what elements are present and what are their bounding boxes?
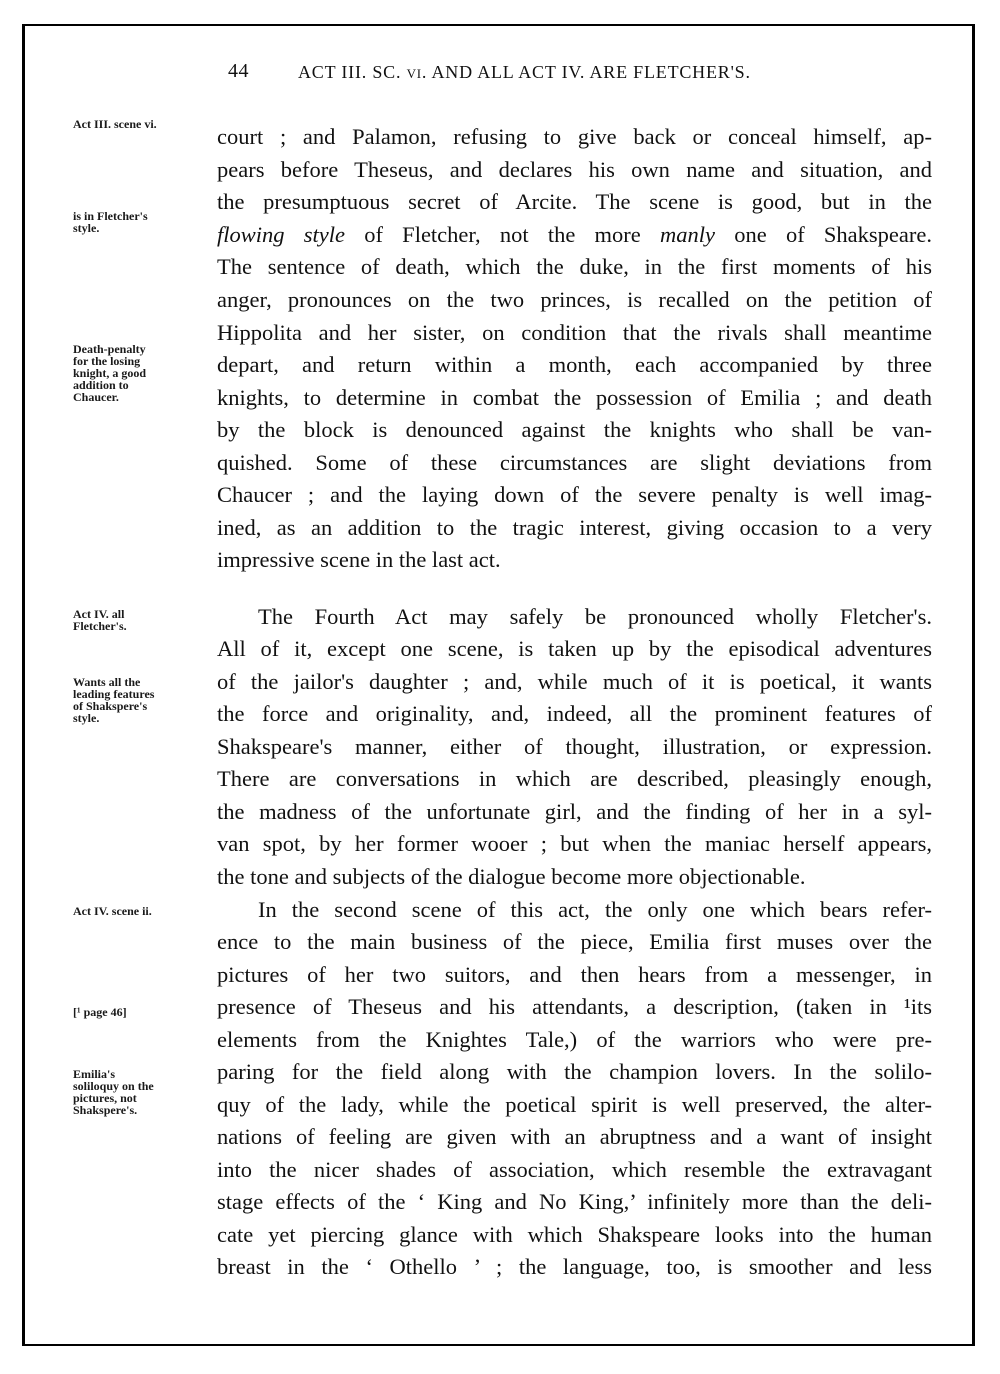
page-number: 44 [228, 60, 249, 82]
body-line: knights, to determine in combat the possession of Emilia ; and death [217, 385, 932, 410]
body-line: quy of the lady, while the poetical spirit is well preserved, the alter- [217, 1092, 932, 1117]
italic-phrase: flowing style [217, 222, 345, 247]
body-line: Hippolita and her sister, on condition that the rivals shall meantime [217, 320, 932, 345]
side-note-line: Chaucer. [73, 390, 119, 404]
side-note-line: soliloquy on the [73, 1079, 154, 1093]
body-line: by the block is denounced against the knights who shall be van- [217, 417, 932, 442]
side-note-line: Shakspere's. [73, 1103, 138, 1117]
text-run: of Fletcher, not the more [344, 222, 660, 247]
text-run: one of Shakspeare. [715, 222, 932, 247]
side-note-fletcher-style [73, 210, 213, 234]
body-line: into the nicer shades of association, which resemble the extravagant [217, 1157, 932, 1182]
side-note-line: knight, a good [73, 366, 147, 380]
body-line: the force and originality, and, indeed, all the prominent features of [217, 701, 932, 726]
body-line: depart, and return within a month, each accompanied by three [217, 352, 932, 377]
body-line [217, 220, 932, 250]
body-line: of the jailor's daughter ; and, while much of it is poetical, it wants [217, 669, 932, 694]
side-note-line: Act III. scene vi. [73, 117, 157, 131]
side-note-act4-scene2 [73, 905, 213, 917]
body-line: The sentence of death, which the duke, in the first moments of his [217, 254, 932, 279]
side-note-line: Emilia's [73, 1067, 116, 1081]
side-note-death-penalty [73, 343, 213, 403]
side-note-emilia-soliloquy [73, 1068, 213, 1116]
body-line: nations of feeling are given with an abruptness and a want of insight [217, 1124, 932, 1149]
body-line: The Fourth Act may safely be pronounced wholly Fletcher's. [258, 604, 932, 629]
side-note-line: for the losing [73, 354, 141, 368]
side-note-line: leading features [73, 687, 155, 701]
side-note-line: Act IV. all [73, 607, 125, 621]
body-line: elements from the Knightes Tale,) of the warriors who were pre- [217, 1027, 932, 1052]
side-note-line: style. [73, 221, 100, 235]
running-head-title: ACT III. SC. vi. AND ALL ACT IV. ARE FLETCHER'S. [298, 62, 751, 82]
side-note-line: Fletcher's. [73, 619, 127, 633]
side-note-act3-scene6 [73, 118, 213, 130]
body-line: Shakspeare's manner, either of thought, illustration, or expression. [217, 734, 932, 759]
body-line: breast in the ‘ Othello ’ ; the language, too, is smoother and less [217, 1254, 932, 1279]
body-line: All of it, except one scene, is taken up by the episodical adventures [217, 636, 932, 661]
side-note-line: style. [73, 711, 100, 725]
side-note-line: pictures, not [73, 1091, 137, 1105]
italic-phrase: manly [660, 222, 715, 247]
body-line: court ; and Palamon, refusing to give back or conceal himself, ap- [217, 124, 932, 149]
body-line: the tone and subjects of the dialogue become more objectionable. [217, 864, 806, 889]
body-line: impressive scene in the last act. [217, 547, 501, 572]
body-line: In the second scene of this act, the only one which bears refer- [258, 897, 932, 922]
side-note-line: of Shakspere's [73, 699, 148, 713]
body-line: paring for the field along with the champion lovers. In the solilo- [217, 1059, 932, 1084]
body-line: pears before Theseus, and declares his own name and situation, and [217, 157, 932, 182]
body-line: pictures of her two suitors, and then hears from a messenger, in [217, 962, 932, 987]
running-head [214, 60, 934, 88]
body-line: Chaucer ; and the laying down of the severe penalty is well imag- [217, 482, 932, 507]
body-line: the presumptuous secret of Arcite. The scene is good, but in the [217, 189, 932, 214]
body-line: anger, pronounces on the two princes, is recalled on the petition of [217, 287, 932, 312]
side-note-wants-features [73, 676, 213, 724]
body-line: ence to the main business of the piece, Emilia first muses over the [217, 929, 932, 954]
body-line: presence of Theseus and his attendants, a description, (taken in ¹its [217, 994, 932, 1019]
body-line: ined, as an addition to the tragic interest, giving occasion to a very [217, 515, 932, 540]
side-note-line: addition to [73, 378, 129, 392]
side-note-line: Act IV. scene ii. [73, 904, 152, 918]
body-line: cate yet piercing glance with which Shakspeare looks into the human [217, 1222, 932, 1247]
body-line: van spot, by her former wooer ; but when the maniac herself appears, [217, 831, 932, 856]
side-note-page-ref [73, 1006, 213, 1018]
body-line: quished. Some of these circumstances are slight deviations from [217, 450, 932, 475]
side-note-act4-fletcher [73, 608, 213, 632]
body-line: the madness of the unfortunate girl, and the finding of her in a syl- [217, 799, 932, 824]
body-line: There are conversations in which are described, pleasingly enough, [217, 766, 932, 791]
body-line: stage effects of the ‘ King and No King,’ infinitely more than the deli- [217, 1189, 932, 1214]
side-note-line: [¹ page 46] [73, 1005, 127, 1019]
side-note-line: Wants all the [73, 675, 141, 689]
side-note-line: Death-penalty [73, 342, 146, 356]
side-note-line: is in Fletcher's [73, 209, 148, 223]
